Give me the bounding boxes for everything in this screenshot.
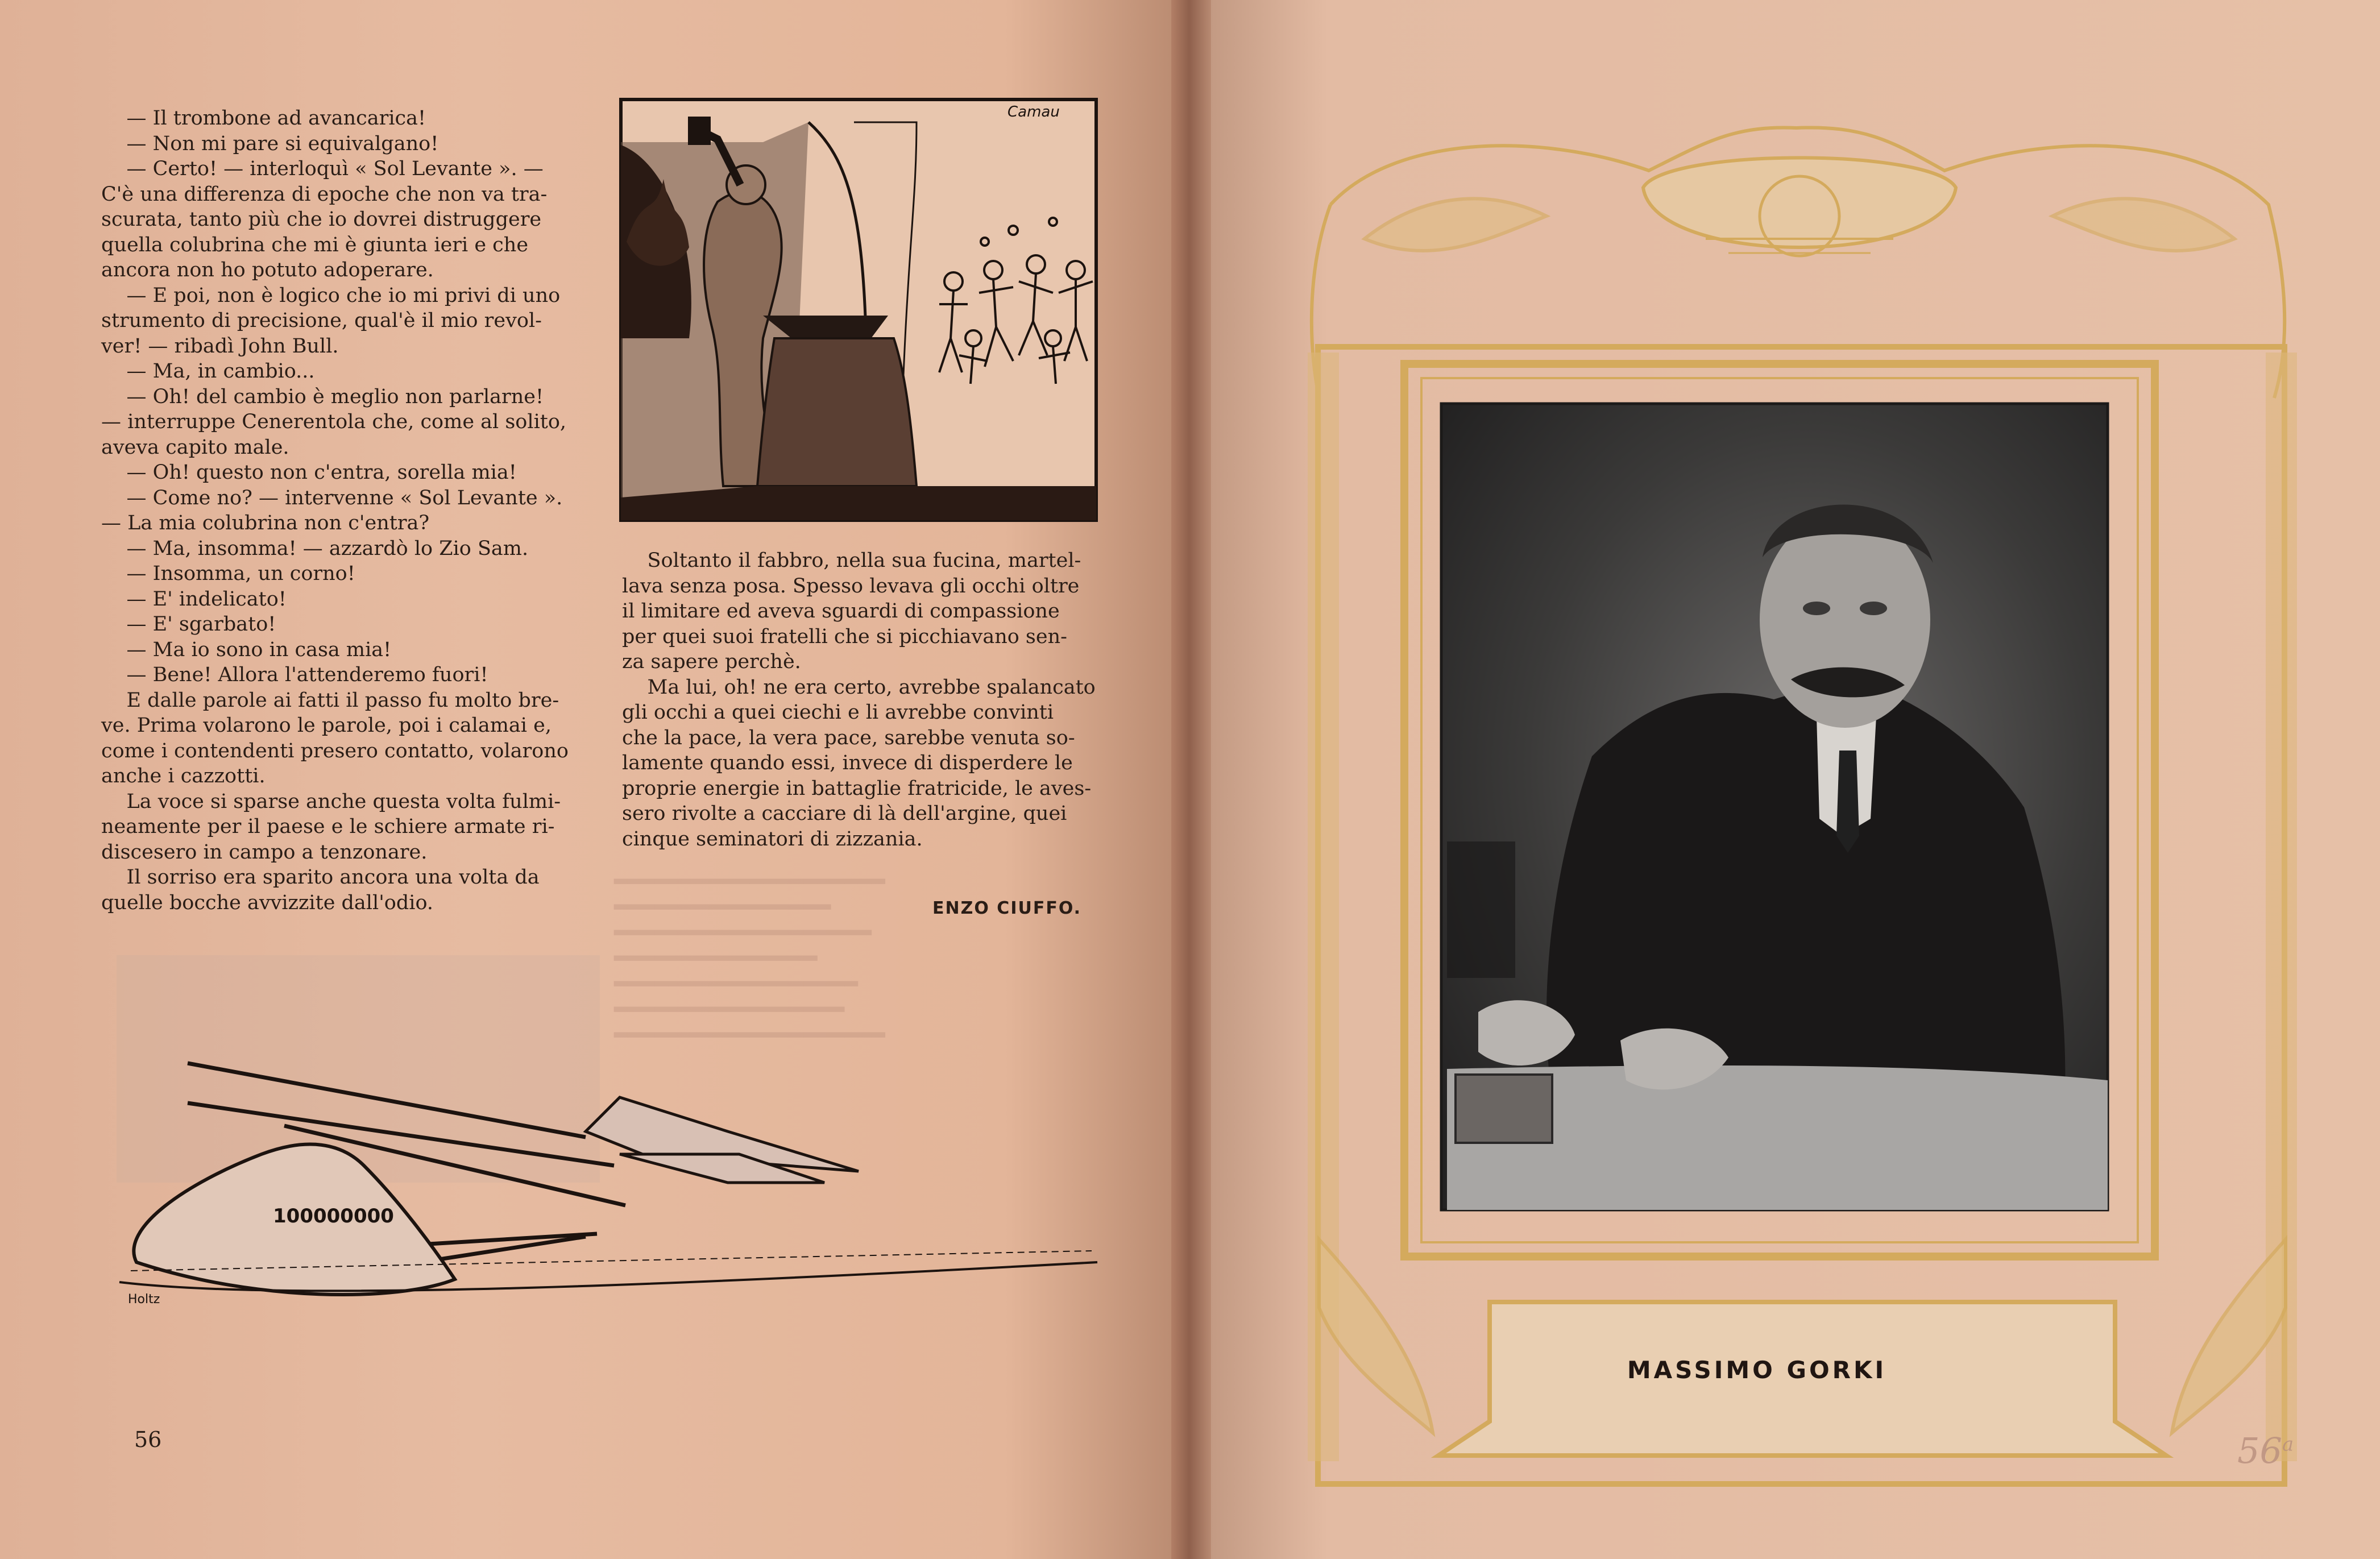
dialogue-line: — Bene! Allora l'attenderemo fuori! — [101, 664, 488, 686]
narrative-line: sero rivolte a cacciare di là dell'argine, quei — [622, 802, 1067, 825]
dialogue-line: — Oh! questo non c'entra, sorella mia! — [101, 461, 517, 484]
narrative-line: il limitare ed aveva sguardi di compassione — [622, 600, 1060, 623]
dialogue-line: — Il trombone ad avancarica! — [101, 107, 426, 130]
money-bag-label: 100000000 — [273, 1205, 394, 1228]
dialogue-line: ancora non ho potuto adoperare. — [101, 259, 434, 281]
dialogue-line: strumento di precisione, qual'è il mio revol- — [101, 309, 542, 332]
dialogue-line: — La mia colubrina non c'entra? — [101, 512, 430, 534]
dialogue-line: La voce si sparse anche questa volta fulmi- — [101, 790, 561, 813]
dialogue-line: — Ma, in cambio... — [101, 360, 315, 383]
dialogue-line: C'è una differenza di epoche che non va tra- — [101, 183, 548, 206]
dialogue-line: — Oh! del cambio è meglio non parlarne! — [101, 385, 544, 408]
dialogue-line: — interruppe Cenerentola che, come al solito, — [101, 411, 567, 433]
narrative-line: lava senza posa. Spesso levava gli occhi oltre — [622, 574, 1080, 598]
dialogue-line: — Ma, insomma! — azzardò lo Zio Sam. — [101, 537, 529, 560]
dialogue-line: neamente per il paese e le schiere armate ri- — [101, 815, 555, 838]
page-number: 56 — [134, 1427, 162, 1452]
dialogue-line: — Ma io sono in casa mia! — [101, 638, 392, 661]
dialogue-line: — Come no? — intervenne « Sol Levante ». — [101, 486, 563, 509]
dialogue-line: ve. Prima volarono le parole, poi i calamai e, — [101, 714, 552, 737]
dialogue-line: quella colubrina che mi è giunta ieri e che — [101, 233, 529, 256]
narrative-line: proprie energie in battaglie fratricide, le aves- — [622, 777, 1092, 800]
illustration-top-signature: Camau — [1007, 103, 1060, 121]
dialogue-line: quelle bocche avvizzite dall'odio. — [101, 891, 434, 914]
handwritten-page-number — [2237, 1430, 2294, 1471]
dialogue-line: — E' sgarbato! — [101, 613, 276, 636]
dialogue-line: discesero in campo a tenzonare. — [101, 840, 428, 864]
dialogue-line: — E poi, non è logico che io mi privi di uno — [101, 284, 561, 307]
dialogue-line: aveva capito male. — [101, 436, 289, 459]
narrative-line: Ma lui, oh! ne era certo, avrebbe spalancato — [622, 675, 1096, 699]
narrative-line: cinque seminatori di zizzania. — [622, 827, 923, 851]
handwritten-number: 56 — [2237, 1430, 2282, 1471]
illustration-bottom-signature: Holtz — [128, 1292, 160, 1307]
narrative-line: che la pace, la vera pace, sarebbe venuta so- — [622, 726, 1075, 749]
dialogue-line: — Non mi pare si equivalgano! — [101, 132, 439, 155]
dialogue-line: ver! — ribadì John Bull. — [101, 334, 339, 358]
portrait-caption: MASSIMO GORKI — [1627, 1356, 1887, 1384]
author-signature: ENZO CIUFFO. — [932, 898, 1082, 918]
dialogue-line: E dalle parole ai fatti il passo fu molto bre- — [101, 689, 559, 712]
portrait-photo — [1441, 404, 2108, 1210]
dialogue-line: Il sorriso era sparito ancora una volta da — [101, 866, 540, 889]
handwritten-suffix: a — [2282, 1433, 2294, 1456]
narrative-line: za sapere perchè. — [622, 650, 801, 673]
dialogue-line: scurata, tanto più che io dovrei distruggere — [101, 208, 542, 231]
dialogue-line: come i contendenti presero contatto, volarono — [101, 739, 569, 762]
narrative-line: Soltanto il fabbro, nella sua fucina, martel- — [622, 549, 1081, 572]
narrative-line: lamente quando essi, invece di disperdere le — [622, 752, 1073, 774]
dialogue-line: — Certo! — interloquì « Sol Levante ». — — [101, 157, 544, 180]
dialogue-line: — Insomma, un corno! — [101, 562, 355, 585]
dialogue-line: anche i cazzotti. — [101, 765, 266, 787]
bleed-through-text: ▂▂▂▂▂▂▂▂▂▂▂▂▂▂▂▂▂▂▂▂ ▂▂▂▂▂▂▂▂▂▂▂▂▂▂▂▂ ▂▂▂▂▂▂▂▂▂▂▂▂▂▂▂▂▂▂▂ ▂▂▂▂▂▂▂▂▂▂▂▂▂▂▂ ▂▂▂▂▂▂▂▂▂▂▂▂▂▂▂▂▂▂ ▂▂▂▂▂▂▂▂▂▂▂▂▂▂▂▂▂ ▂▂▂▂▂▂▂▂▂▂▂▂▂▂▂▂▂▂▂▂ — [614, 864, 885, 1038]
narrative-line: per quei suoi fratelli che si picchiavano sen- — [622, 625, 1067, 648]
dialogue-line: — E' indelicato! — [101, 587, 287, 611]
narrative-line: gli occhi a quei ciechi e li avrebbe convinti — [622, 701, 1054, 724]
